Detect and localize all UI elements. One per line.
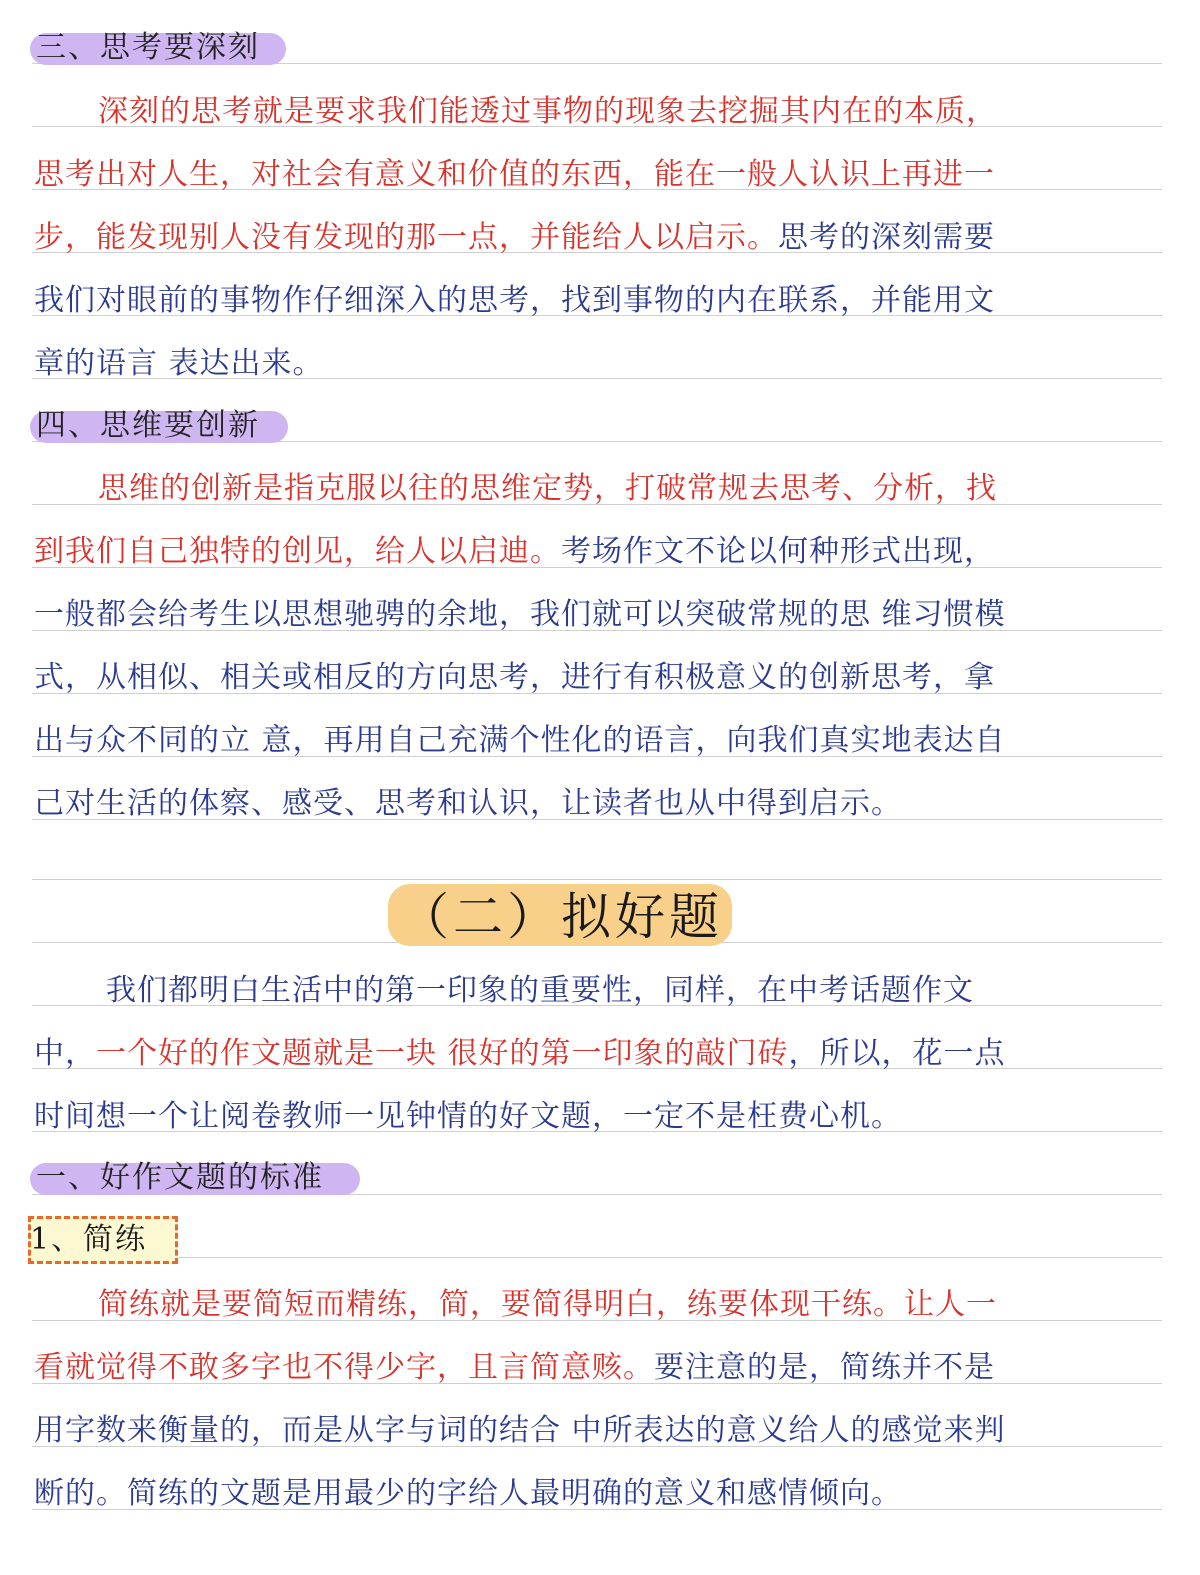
- section-heading: 一、好作文题的标准: [36, 1160, 324, 1195]
- paragraph-line: [34, 155, 1164, 195]
- paragraph-line: [34, 92, 1200, 132]
- text-run: 要注意的是，简练并不是: [654, 1350, 995, 1385]
- paragraph-line: [34, 784, 1164, 824]
- paragraph-line: [34, 971, 1200, 1011]
- text-run: ，所以，花一点: [788, 1036, 1006, 1071]
- text-run: 考场作文不论以何种形式出现，: [561, 534, 995, 569]
- paragraph-line: [34, 1097, 1164, 1137]
- chapter-title: （二）拟好题: [399, 888, 723, 946]
- ruled-line: [32, 1257, 1162, 1258]
- paragraph-line: [34, 595, 1164, 635]
- section-heading: 四、思维要创新: [36, 408, 260, 443]
- text-run: 思维的创新是指克服以往的思维定势，打破常规去思考、分析，找: [98, 471, 997, 506]
- text-run: 看就觉得不敢多字也不得少字，且言简意赅。: [34, 1350, 654, 1385]
- text-run: 一个好的作文题就是一块 很好的第一印象的敲门砖: [96, 1036, 789, 1071]
- text-run: 步，能发现别人没有发现的那一点，并能给人以启示。: [34, 220, 778, 255]
- paragraph-line: [34, 532, 1164, 572]
- paragraph-line: [34, 658, 1164, 698]
- text-run: 己对生活的体察、感受、思考和认识，让读者也从中得到启示。: [34, 786, 902, 821]
- text-run: 深刻的思考就是要求我们能透过事物的现象去挖掘其内在的本质，: [98, 94, 997, 129]
- paragraph-line: [34, 721, 1164, 761]
- text-run: 中，: [34, 1036, 96, 1071]
- text-run: 我们都明白生活中的第一印象的重要性，同样，在中考话题作文: [106, 973, 974, 1008]
- paragraph-line: [34, 1474, 1164, 1514]
- section-heading: 三、思考要深刻: [36, 30, 260, 65]
- text-run: 章的语言 表达出来。: [34, 346, 324, 381]
- paragraph-line: [34, 1034, 1164, 1074]
- text-run: 一般都会给考生以思想驰骋的余地，我们就可以突破常规的思 维习惯模: [34, 597, 1006, 632]
- paragraph-line: [34, 469, 1200, 509]
- paragraph-line: [34, 1411, 1164, 1451]
- paragraph-line: [34, 1348, 1164, 1388]
- text-run: 我们对眼前的事物作仔细深入的思考，找到事物的内在联系，并能用文: [34, 283, 995, 318]
- text-run: 简练就是要简短而精练，简，要简得明白，练要体现干练。让人一: [98, 1287, 997, 1322]
- text-run: 思考的深刻需要: [778, 220, 995, 255]
- text-run: 出与众不同的立 意，再用自己充满个性化的语言，向我们真实地表达自: [34, 723, 1006, 758]
- paragraph-line: [34, 218, 1164, 258]
- paragraph-line: [34, 344, 1164, 384]
- text-run: 断的。简练的文题是用最少的字给人最明确的意义和感情倾向。: [34, 1476, 902, 1511]
- text-run: 式，从相似、相关或相反的方向思考，进行有积极意义的创新思考，拿: [34, 660, 995, 695]
- text-run: 思考出对人生，对社会有意义和价值的东西，能在一般人认识上再进一: [34, 157, 995, 192]
- paragraph-line: [34, 281, 1164, 321]
- text-run: 用字数来衡量的，而是从字与词的结合 中所表达的意义给人的感觉来判: [34, 1413, 1006, 1448]
- text-run: 时间想一个让阅卷教师一见钟情的好文题，一定不是枉费心机。: [34, 1099, 902, 1134]
- paragraph-line: [34, 1285, 1200, 1325]
- text-run: 到我们自己独特的创见，给人以启迪。: [34, 534, 561, 569]
- item-label: 1、简练: [30, 1222, 148, 1257]
- ruled-line: [32, 879, 1162, 880]
